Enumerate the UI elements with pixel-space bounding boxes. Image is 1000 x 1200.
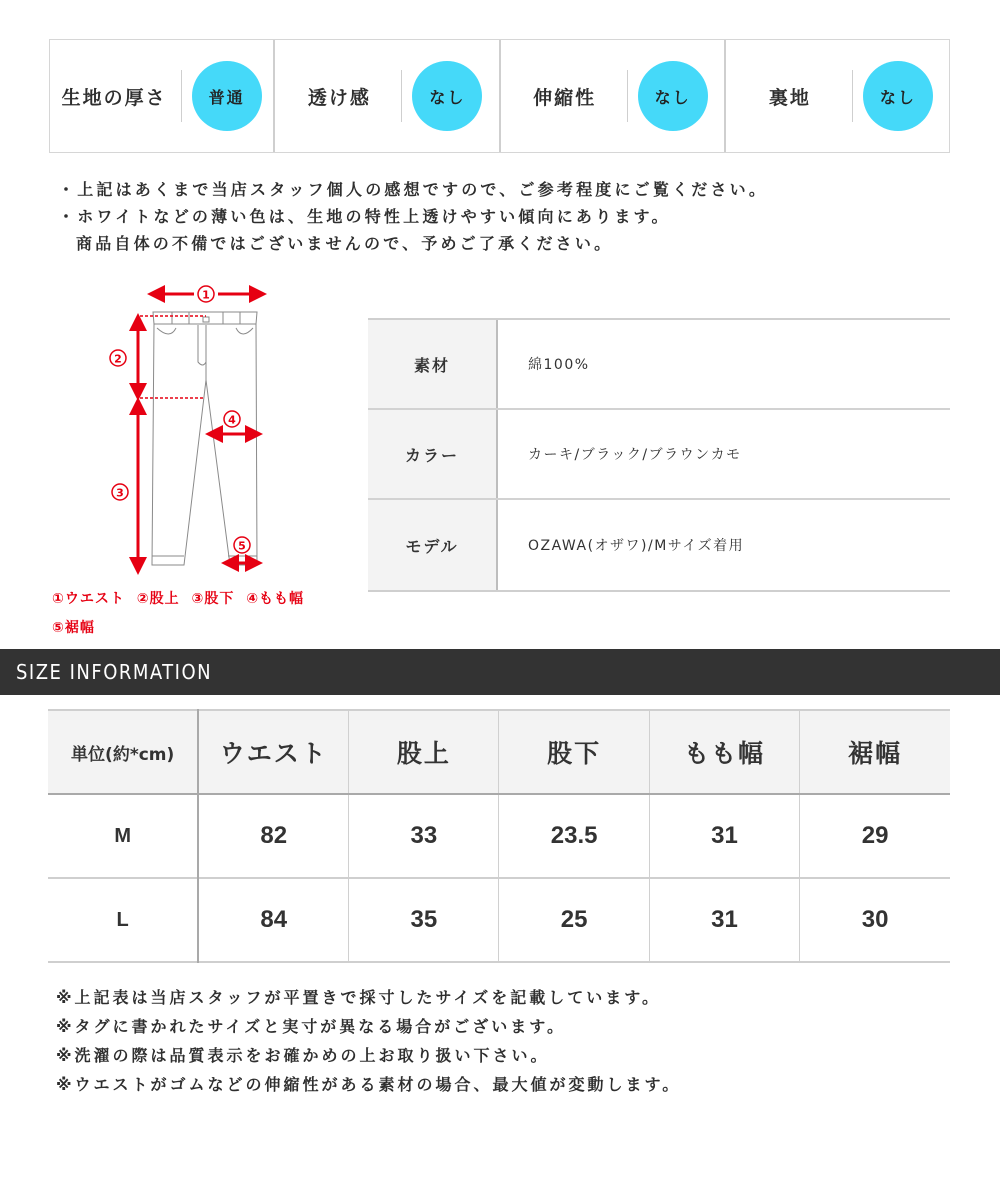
pants-illustration-icon: [100, 280, 280, 580]
cell: 31: [649, 794, 799, 878]
header-unit: 単位(約*cm): [48, 710, 198, 794]
cell: 30: [861, 906, 889, 933]
header-rise: 股上: [349, 710, 499, 794]
spec-row-color: [368, 410, 950, 500]
header-thigh: もも幅: [649, 710, 799, 794]
attr-badge: なし: [638, 61, 708, 131]
attr-label: 生地の厚さ: [61, 86, 167, 109]
svg-text:1: 1: [202, 288, 210, 302]
note-line: ・上記はあくまで当店スタッフ個人の感想ですので、ご参考程度にご覧ください。: [58, 180, 769, 199]
fabric-attributes: [49, 39, 950, 153]
spec-row-material: [368, 320, 950, 410]
size-label: L: [48, 878, 198, 962]
header-waist: ウエスト: [198, 710, 348, 794]
spec-key: モデル: [368, 500, 498, 590]
table-row: [48, 794, 950, 878]
attr-lining: [726, 40, 949, 152]
spec-key: カラー: [368, 410, 498, 498]
attr-badge: なし: [412, 61, 482, 131]
divider: [852, 70, 853, 122]
cell: 84: [198, 878, 348, 962]
spec-value: 綿100%: [528, 357, 590, 373]
attr-badge: なし: [863, 61, 933, 131]
cell: 31: [649, 878, 799, 962]
cell: 25: [499, 878, 649, 962]
size-information-header: [0, 649, 1000, 695]
cell: 82: [198, 794, 348, 878]
legend-rise: ②股上: [136, 591, 180, 607]
cell: 35: [349, 878, 499, 962]
product-spec-table: [368, 318, 950, 592]
spec-value: OZAWA(オザワ)/Mサイズ着用: [528, 538, 745, 554]
divider: [627, 70, 628, 122]
svg-text:4: 4: [228, 413, 236, 427]
header-inseam: 股下: [499, 710, 649, 794]
footnote: ※上記表は当店スタッフが平置きで採寸したサイズを記載しています。: [56, 988, 661, 1007]
legend-inseam: ③股下: [191, 591, 235, 607]
cell: 23.5: [499, 794, 649, 878]
svg-text:2: 2: [114, 352, 122, 366]
legend-hem: ⑤裾幅: [52, 620, 95, 636]
table-header-row: [48, 710, 950, 794]
attr-label: 透け感: [307, 86, 371, 109]
attr-badge: 普通: [192, 61, 262, 131]
size-table: [48, 709, 950, 963]
spec-key: 素材: [368, 320, 498, 408]
size-footnotes: [56, 983, 681, 1099]
note-line: 商品自体の不備ではございませんので、予めご了承ください。: [76, 234, 614, 253]
attr-label: 伸縮性: [533, 86, 597, 109]
attr-transparency: [275, 40, 500, 152]
footnote: ※洗濯の際は品質表示をお確かめの上お取り扱い下さい。: [56, 1046, 550, 1065]
attr-thickness: [50, 40, 275, 152]
header-hem: 裾幅: [800, 710, 950, 794]
footnote: ※タグに書かれたサイズと実寸が異なる場合がございます。: [56, 1017, 566, 1036]
legend-thigh: ④もも幅: [246, 591, 305, 607]
note-line: ・ホワイトなどの薄い色は、生地の特性上透けやすい傾向にあります。: [58, 207, 671, 226]
size-label: M: [48, 794, 198, 878]
legend-waist: ①ウエスト: [52, 591, 125, 607]
footnote: ※ウエストがゴムなどの伸縮性がある素材の場合、最大値が変動します。: [56, 1075, 682, 1094]
divider: [181, 70, 182, 122]
fabric-notes: [58, 176, 768, 257]
svg-text:3: 3: [116, 486, 124, 500]
svg-text:5: 5: [238, 539, 246, 553]
cell: 33: [349, 794, 499, 878]
attr-stretch: [501, 40, 726, 152]
table-row: [48, 878, 950, 962]
cell: 29: [861, 822, 889, 849]
divider: [401, 70, 402, 122]
section-title: SIZE INFORMATION: [16, 660, 213, 684]
spec-row-model: [368, 500, 950, 590]
pants-measurement-diagram: [100, 280, 280, 580]
attr-label: 裏地: [768, 86, 811, 109]
measurement-legend: [52, 585, 352, 643]
spec-value: カーキ/ブラック/ブラウンカモ: [528, 447, 742, 463]
